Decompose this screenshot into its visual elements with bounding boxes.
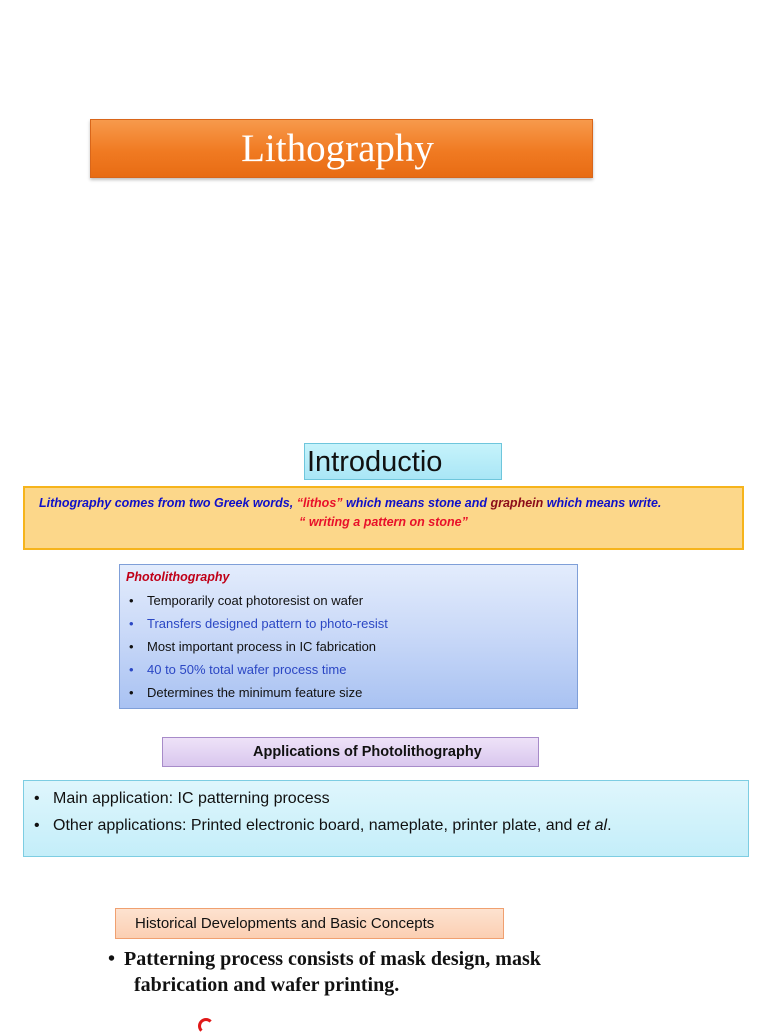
- definition-text-3: which means write.: [543, 496, 662, 510]
- list-item: • Determines the minimum feature size: [126, 681, 569, 704]
- applications-item-end: .: [607, 817, 612, 834]
- definition-lithos: “lithos”: [296, 496, 343, 510]
- definition-quote: “ writing a pattern on stone”: [299, 515, 468, 529]
- list-item: • Main application: IC patterning process: [32, 785, 748, 812]
- historical-heading: Historical Developments and Basic Concepts: [115, 908, 504, 939]
- patterning-line-2: fabrication and wafer printing.: [134, 974, 400, 996]
- applications-list: [32, 785, 748, 839]
- applications-item-text: Other applications: Printed electronic board, nameplate, printer plate, and: [53, 817, 577, 834]
- patterning-line-1: Patterning process consists of mask design, mask: [124, 948, 541, 970]
- definition-text-1: Lithography comes from two Greek words,: [39, 496, 297, 510]
- patterning-bullet: •: [108, 948, 116, 970]
- red-arc-shape: [198, 1018, 214, 1034]
- definition-box: [23, 486, 744, 550]
- definition-text-2: which means stone and: [342, 496, 491, 510]
- list-item: • 40 to 50% total wafer process time: [126, 658, 569, 681]
- applications-heading: Applications of Photolithography: [162, 737, 539, 767]
- intro-heading: Introductio: [304, 443, 502, 480]
- photolithography-box: [119, 564, 578, 709]
- list-item: • Temporarily coat photoresist on wafer: [126, 589, 569, 612]
- title-banner: [90, 119, 593, 178]
- applications-item-italic: et al: [576, 817, 608, 834]
- list-item: • Most important process in IC fabrication: [126, 635, 569, 658]
- applications-box: [23, 780, 749, 857]
- definition-graphein: graphein: [490, 496, 544, 510]
- photolithography-list: [126, 589, 569, 704]
- list-item: • Transfers designed pattern to photo-resist: [126, 612, 569, 635]
- list-item: [32, 812, 748, 839]
- page-title: Lithography: [241, 127, 434, 170]
- patterning-text: [108, 946, 728, 998]
- photolithography-title: Photolithography: [126, 570, 230, 584]
